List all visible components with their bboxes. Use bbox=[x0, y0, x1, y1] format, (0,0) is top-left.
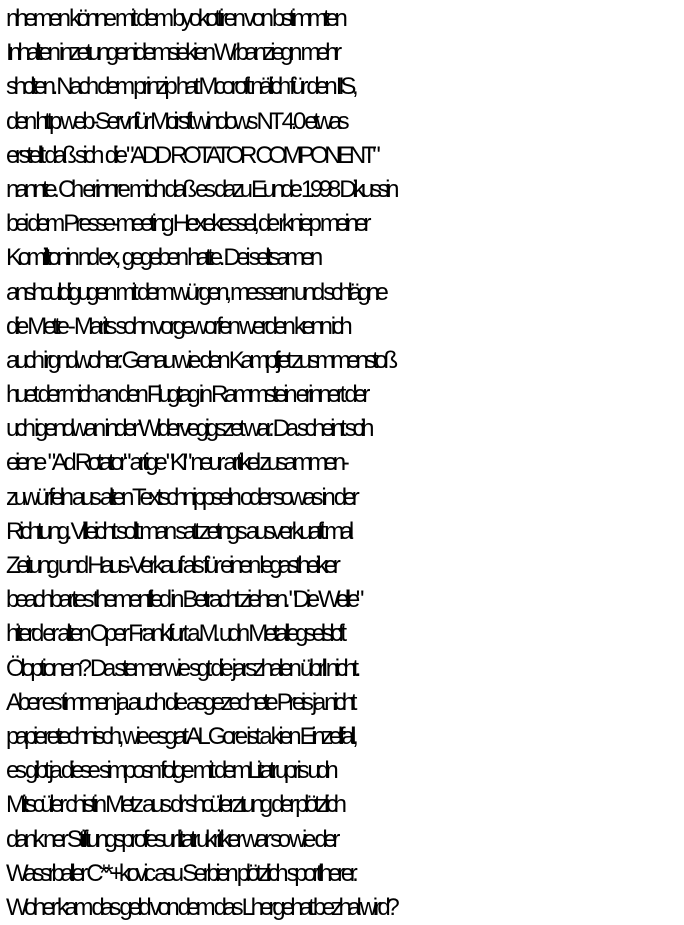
text-line: anshculdigugen mit dem würgen, messern und schlägne bbox=[6, 278, 385, 306]
text-line: die Mette - Marits sohn vorgeworfen werden kenn ich bbox=[6, 312, 349, 340]
text-line: auch irgndwoher. Genau wie den Kampfjet zusmmenstoß bbox=[6, 346, 394, 374]
text-line: Komilltonin nd ex, gegeben hatte. Dei seltsamen bbox=[6, 244, 319, 272]
text-line: den http web-Servr für Mcirsft windows NT 4.0 etwas bbox=[6, 107, 346, 135]
text-line: zuwürfeln aus alten Textschnippseln oder sowas in der bbox=[6, 483, 356, 511]
text-line: papieretechnisch, wie esgat AL Gore ist a kien Einzelfall, bbox=[6, 722, 355, 750]
text-line: bei dem Presse-meeting Hexekessel, de rkniep meiner bbox=[6, 210, 368, 238]
text-line: es gibt ja diese simposn folge mit demLitatrupris udn bbox=[6, 757, 335, 785]
text-line: Richtung. Villeicht sollt man satt zetngs ausverkuaft mal bbox=[6, 517, 350, 545]
text-line: dank ner Stiftungsprofesur litatrukritker war so wie der bbox=[6, 825, 336, 853]
text-line: uch igendwan inder Widervegigszet war. Da scheint scih bbox=[6, 415, 371, 443]
text-line: Wassrballer C**+kovic asu Serbien plötzlich sportlherer. bbox=[6, 859, 355, 887]
text-line: Zeitung und Haus-Verkauf als für einen legastheiker bbox=[6, 552, 337, 579]
text-line: Aber es timmen ja auch die asgezechete Preis ja nicht bbox=[6, 688, 354, 716]
text-line: Öloptionen? Da stemer wie sgt die jarszhalen übrll nicht. bbox=[6, 654, 358, 682]
document-text bbox=[6, 2, 684, 925]
text-line: beachbartes themenfled in Betracht ziehen. "Die Welle" bbox=[6, 586, 361, 614]
text-line: Woher kam das geld von dem das Lhergehat bezhal wird? bbox=[6, 893, 396, 921]
text-line: shclten. Nach dem prinzip hat Mcoroft nälich für den IIS, bbox=[6, 73, 355, 101]
text-line: Mitscüler chistin Metz aus dr shcülerztung der plötzlich bbox=[6, 791, 343, 819]
text-line: nhemen könne mit dem byokottiren von bstimmten bbox=[6, 5, 344, 32]
text-line: nannte. Ch erinnre mich daß es dazu Eunde 1998 Dikussin bbox=[6, 175, 396, 203]
text-line: huet der mich an den Flugtag in Rammstein erinnert der bbox=[6, 381, 367, 409]
text-line: hiterd er alten Oper Frankfurt a.M. udn Metallegselslcft bbox=[6, 620, 343, 648]
text-line: erstellt daß sich die "ADD ROTATOR COMPONENT" bbox=[6, 141, 377, 169]
text-line: Inhalten inzetungenidemsiekien Wrbanziegn mehr bbox=[6, 39, 338, 67]
text-line: eiene "Ad Rotator" artige "KI" neur artikel zusammen- bbox=[6, 449, 346, 477]
